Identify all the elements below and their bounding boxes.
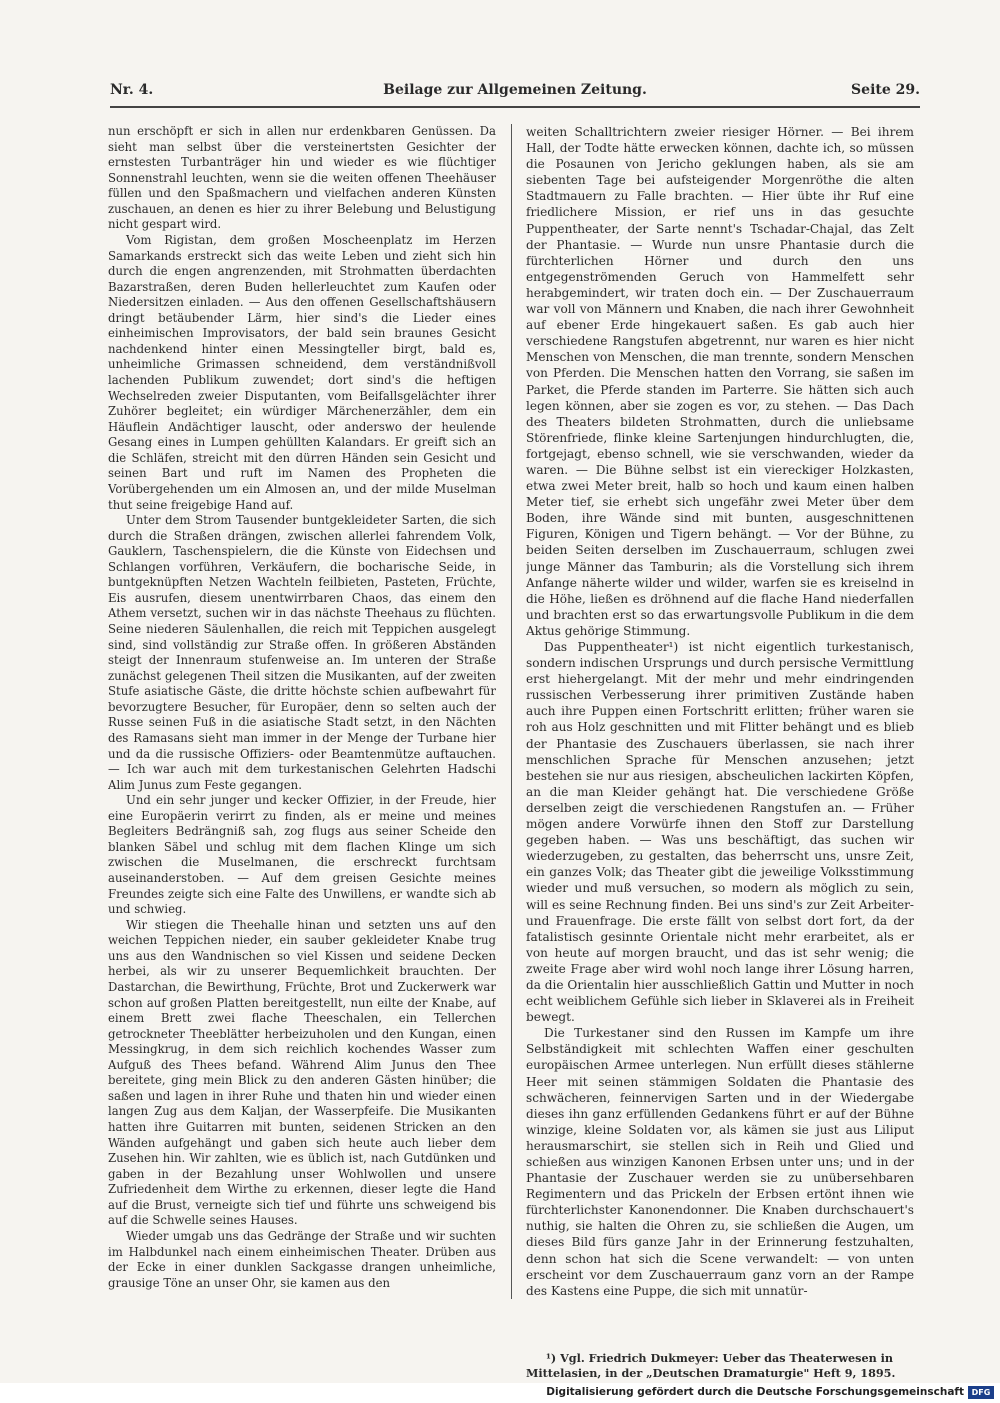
dfg-logo: DFG [968,1386,994,1399]
right-column [526,124,914,1324]
paragraph: Wir stiegen die Theehalle hinan und setzten uns auf den weichen Teppichen nieder, ein sauber gekleideter Knabe trug uns aus den Wandnischen so viel Kissen und seidene Decken herbei, als wir zu unserer Bequemlichkeit brauchten. Der Dastarchan, die Bewirthung, Früchte, Brot und Zuckerwerk war schon auf großen Platten bereitgestellt, nun eilte der Knabe, auf einem Brett zwei flache Theeschalen, ein Tellerchen getrockneter Theeblätter herbeizuholen und den Kungan, einen Messingkrug, in dem sich reichlich kochendes Wasser zum Aufguß des Thees befand. Während Alim Junus den Thee bereitete, ging mein Blick zu den anderen Gästen hinüber; die saßen und lagen in ihrer Ruhe und thaten hin und wieder einen langen Zug aus dem Kaljan, der Wasserpfeife. Die Musikanten hatten ihre Guitarren mit bunten, seidenen Stricken an den Wänden aufgehängt und gaben sich heute auch lieber dem Zusehen hin. Wir zahlten, wie es üblich ist, nach Gutdünken und gaben in der Bezahlung unser Wohlwollen und unsere Zufriedenheit dem Wirthe zu erkennen, dieser legte die Hand auf die Brust, verneigte sich tief und führte uns schweigend bis auf die Schwelle seines Hauses. [108,917,496,1228]
paragraph: Die Turkestaner sind den Russen im Kampfe um ihre Selbständigkeit mit schlechten Waffen einer geschulten europäischen Armee unterlegen. Nun erfüllt dieses stählerne Heer mit seinen stämmigen Soldaten die Phantasie des schwächeren, feinnervigen Sarten und in der Wiedergabe dieses ihn ganz erfüllenden Gedankens führt er auf der Bühne winzige, kleine Soldaten vor, als kämen sie just aus Liliput herausmarschirt, sie stellen sich in Reih und Glied und schießen aus winzigen Kanonen Erbsen unter uns; und in der Phantasie der Zuschauer werden sie zu unübersehbaren Regimentern und das Prickeln der Erbsen ertönt ihnen wie fürchterlichster Kanonendonner. Die Knaben durchschauert's nuthig, sie halten die Ohren zu, sie schließen die Augen, um dieses Bild fürs ganze Jahr in der Erinnerung festzuhalten, denn schon hat sich die Scene verwandelt: — von unten erscheint vor dem Zuschauerraum ganz vorn an der Rampe des Kastens eine Puppe, die sich mit unnatür- [526,1026,914,1298]
paragraph: Wieder umgab uns das Gedränge der Straße und wir suchten im Halbdunkel nach einem einheimischen Theater. Drüben aus der Ecke in einer dunklen Sackgasse drangen unheimliche, grausige Töne an unser Ohr, sie kamen aus den [108,1228,496,1290]
page-number: Seite 29. [851,82,920,98]
paragraph: nun erschöpft er sich in allen nur erdenkbaren Genüssen. Da sieht man selbst über die versteinertsten Gesichter der ernstesten Turbanträger hin und wieder es wie flüchtiger Sonnenstrahl leuchten, wenn sie die weiten offenen Theehäuser füllen und den Spaßmachern und vielfachen anderen Künsten zuschauen, an denen es hier zu ihrer Belebung und Belustigung nicht gespart wird. [108,124,496,232]
page-header [110,78,920,104]
publication-title: Beilage zur Allgemeinen Zeitung. [383,82,647,98]
header-rule [110,106,920,108]
issue-number: Nr. 4. [110,82,154,98]
paragraph: Unter dem Strom Tausender buntgekleideter Sarten, die sich durch die Straßen drängen, zwischen allerlei fahrendem Volk, Gauklern, Taschenspielern, die die Künste von Eidechsen und Schlangen vorführen, Verkäufern, die bocharische Seide, in buntgeknüpften Netzen Wachteln feilbieten, Pasteten, Früchte, Eis ausrufen, diesem unentwirrbaren Chaos, das einem den Athem versetzt, suchen wir in das nächste Theehaus zu flüchten. Seine niederen Säulenhallen, die reich mit Teppichen ausgelegt sind, sind vollständig zur Straße offen. In größeren Abständen steigt der Innenraum stufenweise an. Im unteren der Straße zunächst gelegenen Theil sitzen die Musikanten, auf der zweiten Stufe asiatische Gäste, die dritte höchste schien aufbewahrt für bevorzugtere Besucher, für Europäer, denn so selten auch der Russe seinen Fuß in die asiatische Stadt setzt, in den Nächten des Ramasans sieht man immer in der Menge der Turbane hier und da die russische Offiziers- oder Beamtenmütze auftauchen. — Ich war auch mit dem turkestanischen Gelehrten Hadschi Alim Junus zum Feste gegangen. [108,513,496,792]
paragraph: Vom Rigistan, dem großen Moscheenplatz im Herzen Samarkands erstreckt sich das weite Leben und zieht sich hin durch die engen angrenzenden, mit Strohmatten überdachten Bazarstraßen, deren Buden hellerleuchtet zum Kaufen oder Niedersitzen einladen. — Aus den offenen Gesellschaftshäusern dringt betäubender Lärm, hier sind's die Lieder eines einheimischen Improvisators, der bald sein braunes Gesicht nachdenkend hinter einen Messingteller birgt, bald es, unheimliche Grimassen schneidend, dem verständnißvoll lachenden Publikum zuwendet; dort sind's die heftigen Wechselreden zweier Disputanten, vom Beifallsgelächter ihrer Zuhörer begleitet; ein würdiger Märchenerzähler, dem ein Häuflein Andächtiger lauscht, oder anderswo der heulende Gesang eines in Lumpen gehüllten Kalandars. Er greift sich an die Schläfen, streicht mit den dürren Händen sein Gesicht und seinen Bart und ruft im Namen des Propheten die Vorübergehenden um ein Almosen an, und der milde Muselman thut seine freigebige Hand auf. [108,232,496,512]
paragraph: Das Puppentheater¹) ist nicht eigentlich turkestanisch, sondern indischen Ursprungs und durch persische Vermittlung erst hiehergelangt. Mit der mehr und mehr eindringenden russischen Verbesserung ihrer primitiven Zustände haben auch ihre Puppen einen Fortschritt erlitten; früher waren sie roh aus Holz geschnitten und mit Flitter behängt und es blieb der Phantasie des Zuschauers überlassen, sie nach ihrer menschlichen Sprache für Menschen anzusehen; jetzt bestehen sie nur aus riesigen, abscheulichen lackirten Köpfen, an die man Kleider gehängt hat. Die verschiedene Größe derselben zeigt die verschiedenen Rangstufen an. — Früher mögen andere Vorwürfe ihnen den Stoff zur Darstellung gegeben haben. — Was uns beschäftigt, das suchen wir wiederzugeben, zu gestalten, das beherrscht uns, unsre Zeit, ein ganzes Volk; das Theater gibt die jeweilige Volksstimmung wieder und muß versuchen, so modern als möglich zu sein, will es seine Rechnung finden. Bei uns sind's zur Zeit Arbeiter- und Frauenfrage. Die erste fällt von selbst dort fort, da der fatalistisch gesinnte Orientale nicht mehr erarbeitet, als er von heute auf morgen braucht, und das ist sehr wenig; die zweite Frage aber wird wohl noch lange ihrer Lösung harren, da die Orientalin hier ausschließlich Gattin und Mutter in noch echt weiblichem Gefühle sich lieber in Sklaverei als in Freiheit bewegt. [526,640,914,1025]
column-divider [511,124,512,1299]
left-column [108,124,496,1296]
digitization-credit: Digitalisierung gefördert durch die Deutsche Forschungsgemeinschaft [546,1386,964,1398]
footnote: ¹) Vgl. Friedrich Dukmeyer: Ueber das Theaterwesen in Mittelasien, in der „Deutschen Dramaturgie" Heft 9, 1895. [526,1351,896,1380]
paragraph: weiten Schalltrichtern zweier riesiger Hörner. — Bei ihrem Hall, der Todte hätte erwecken können, dachte ich, so müssen die Posaunen von Jericho geklungen haben, als sie am siebenten Tage bei aufsteigender Morgenröthe die alten Stadtmauern zu Falle brachten. — Hier übte ihr Ruf eine friedlichere Mission, er rief uns in das gesuchte Puppentheater, der Sarte nennt's Tschadar-Chajal, das Zelt der Phantasie. — Wurde nun unsre Phantasie durch die fürchterlichen Hörner und durch den uns entgegenströmenden Geruch von Hammelfett sehr herabgemindert, wir traten doch ein. — Der Zuschauerraum war voll von Männern und Knaben, die nach ihrer Gewohnheit auf ebener Erde hingekauert saßen. Es gab auch hier verschiedene Rangstufen abgetrennt, nur waren es hier nicht Menschen von Menschen, die man trennte, sondern Menschen von Pferden. Die Menschen hatten den Vorrang, sie saßen im Parket, die Pferde standen im Parterre. Sie hätten sich auch legen können, aber sie zogen es vor, zu stehen. — Das Dach des Theaters bildeten Strohmatten, durch die unliebsame Störenfriede, flinke kleine Sartenjungen hindurchlugten, die, fortgejagt, ebenso schnell, wie sie verschwanden, wieder da waren. — Die Bühne selbst ist ein viereckiger Holzkasten, etwa zwei Meter breit, halb so hoch und kaum einen halben Meter tief, sie erhebt sich ungefähr zwei Meter über dem Boden, ihre Wände sind mit bunten, ausgeschnittenen Figuren, Königen und Tigern behängt. — Vor der Bühne, zu beiden Seiten derselben im Zuschauerraum, schlugen zwei junge Männer das Tamburin; als die Vorstellung sich ihrem Anfange näherte wilder und wilder, warfen sie es kreiselnd in die Höhe, ließen es dröhnend auf die flache Hand niederfallen und brachten erst so das erwartungsvolle Publikum in die dem Aktus gehörige Stimmung. [526,125,914,638]
paragraph: Und ein sehr junger und kecker Offizier, in der Freude, hier eine Europäerin verirrt zu finden, als er meine und meines Begleiters Bedrängniß sah, zog flugs aus seiner Scheide den blanken Säbel und schlug mit dem flachen Klinge um sich zwischen die Muselmanen, die erschreckt furchtsam auseinanderstoben. — Auf dem greisen Gesichte meines Freundes zeigte sich eine Falte des Unwillens, er wandte sich ab und schwieg. [108,793,496,917]
